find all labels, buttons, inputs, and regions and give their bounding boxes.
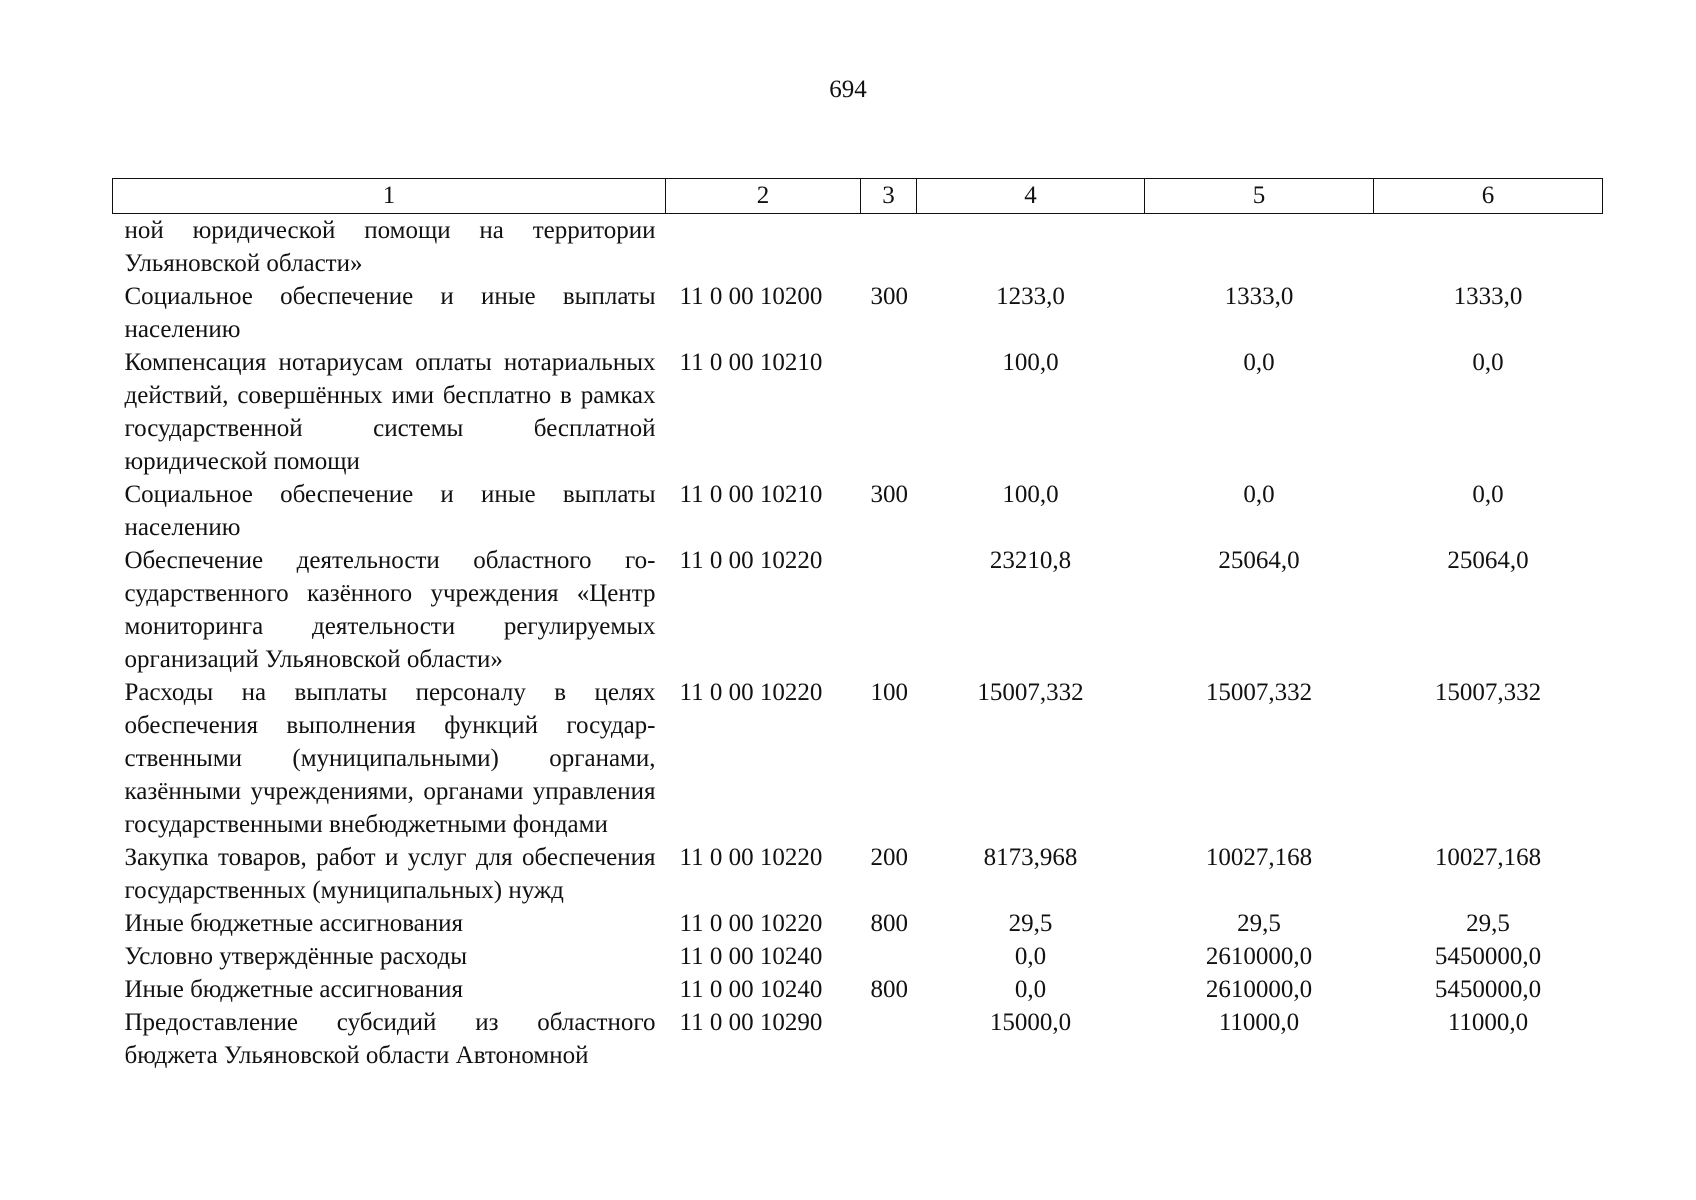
row-value-4: 100,0 [1002, 481, 1059, 508]
table-header [113, 179, 1603, 214]
row-value-5: 2610000,0 [1205, 943, 1313, 970]
row-name: Иные бюджетные ассигнования [124, 910, 464, 937]
row-code: 11 0 00 10240 [679, 943, 823, 970]
row-value-6: 25064,0 [1447, 547, 1529, 574]
row-value-6: 10027,168 [1434, 844, 1542, 871]
row-value-5: 11000,0 [1218, 1009, 1300, 1036]
table-row [113, 973, 1603, 1006]
table-row [113, 907, 1603, 940]
row-type: 100 [870, 679, 908, 706]
row-type [861, 1006, 917, 1072]
row-name: Социальное обеспечение и иные выплаты населению [124, 283, 656, 343]
row-type [861, 214, 917, 281]
table-row [113, 676, 1603, 841]
budget-table [112, 178, 1603, 1072]
table-row [113, 544, 1603, 676]
table-row [113, 841, 1603, 907]
row-code: 11 0 00 10220 [679, 679, 823, 706]
row-name: Компенсация нотариусам оплаты нотариальных действий, совершённых ими бесплатно в рамках государственной системы бесплатной юридической помощи [124, 349, 656, 475]
row-type: 300 [870, 283, 908, 310]
table-row [113, 940, 1603, 973]
row-type [861, 346, 917, 478]
row-value-4: 0,0 [1014, 943, 1047, 970]
row-value-4: 1233,0 [996, 283, 1065, 310]
table-row [113, 280, 1603, 346]
row-code: 11 0 00 10200 [679, 283, 823, 310]
row-name: ной юридической помощи на территории Ульяновской области» [124, 217, 656, 277]
row-value-5 [1145, 214, 1374, 281]
row-value-4: 100,0 [1002, 349, 1059, 376]
column-header-1: 1 [113, 179, 666, 214]
page-number: 694 [829, 76, 867, 103]
column-header-5: 5 [1145, 179, 1374, 214]
row-value-6: 15007,332 [1434, 679, 1542, 706]
row-value-5: 0,0 [1243, 349, 1275, 376]
row-code: 11 0 00 10240 [679, 976, 823, 1003]
row-type: 800 [870, 976, 908, 1003]
column-header-2: 2 [666, 179, 861, 214]
row-type: 200 [870, 844, 908, 871]
row-code: 11 0 00 10220 [679, 844, 823, 871]
row-type: 300 [870, 481, 908, 508]
row-value-6: 5450000,0 [1434, 976, 1542, 1003]
row-code: 11 0 00 10290 [679, 1009, 823, 1036]
row-value-5: 0,0 [1243, 481, 1275, 508]
row-name: Условно утверждённые расходы [124, 943, 468, 970]
row-code: 11 0 00 10210 [679, 349, 823, 376]
row-name: Социальное обеспечение и иные выплаты населению [124, 481, 656, 541]
row-code [666, 214, 861, 281]
row-value-5: 15007,332 [1205, 679, 1313, 706]
row-value-5: 2610000,0 [1205, 976, 1313, 1003]
row-value-6: 29,5 [1466, 910, 1510, 937]
row-value-5: 25064,0 [1218, 547, 1300, 574]
row-type [861, 940, 917, 973]
row-name: Обеспечение деятельности областного государственного казённого учреждения «Центр мониторинга деятельности регулируемых организаций Ульяновской области» [124, 547, 656, 673]
row-value-6: 5450000,0 [1434, 943, 1542, 970]
header-row [113, 179, 1603, 214]
row-name: Иные бюджетные ассигнования [124, 976, 464, 1003]
row-code: 11 0 00 10220 [679, 910, 823, 937]
row-value-6: 11000,0 [1447, 1009, 1529, 1036]
row-value-6: 0,0 [1472, 481, 1504, 508]
row-name: Закупка товаров, работ и услуг для обеспечения государственных (муниципальных) нужд [124, 844, 656, 904]
row-value-4: 0,0 [1014, 976, 1047, 1003]
row-value-5: 29,5 [1237, 910, 1281, 937]
row-type: 800 [870, 910, 908, 937]
row-code: 11 0 00 10210 [679, 481, 823, 508]
row-code: 11 0 00 10220 [679, 547, 823, 574]
column-header-3: 3 [861, 179, 917, 214]
row-value-6 [1374, 214, 1603, 281]
row-value-5: 1333,0 [1224, 283, 1294, 310]
row-name: Расходы на выплаты персоналу в целях обеспечения выполнения функций государственными (муниципальными) органами, казёнными учреждениями, органами управления государственными внебюджетными фондами [124, 679, 656, 838]
table-row [113, 478, 1603, 544]
table-row [113, 346, 1603, 478]
row-value-4: 29,5 [1008, 910, 1053, 937]
row-name: Предоставление субсидий из областного бюджета Ульяновской области Автономной [124, 1009, 656, 1069]
row-type [861, 544, 917, 676]
row-value-5: 10027,168 [1205, 844, 1313, 871]
row-value-4: 23210,8 [989, 547, 1072, 574]
row-value-4: 15000,0 [989, 1009, 1072, 1036]
table-row [113, 214, 1603, 281]
row-value-6: 1333,0 [1453, 283, 1523, 310]
row-value-4: 15007,332 [977, 679, 1084, 706]
row-value-4: 8173,968 [983, 844, 1078, 871]
row-value-4 [917, 214, 1145, 281]
table-row [113, 1006, 1603, 1072]
row-value-6: 0,0 [1472, 349, 1504, 376]
table-body [113, 214, 1603, 1073]
column-header-4: 4 [917, 179, 1145, 214]
column-header-6: 6 [1374, 179, 1603, 214]
